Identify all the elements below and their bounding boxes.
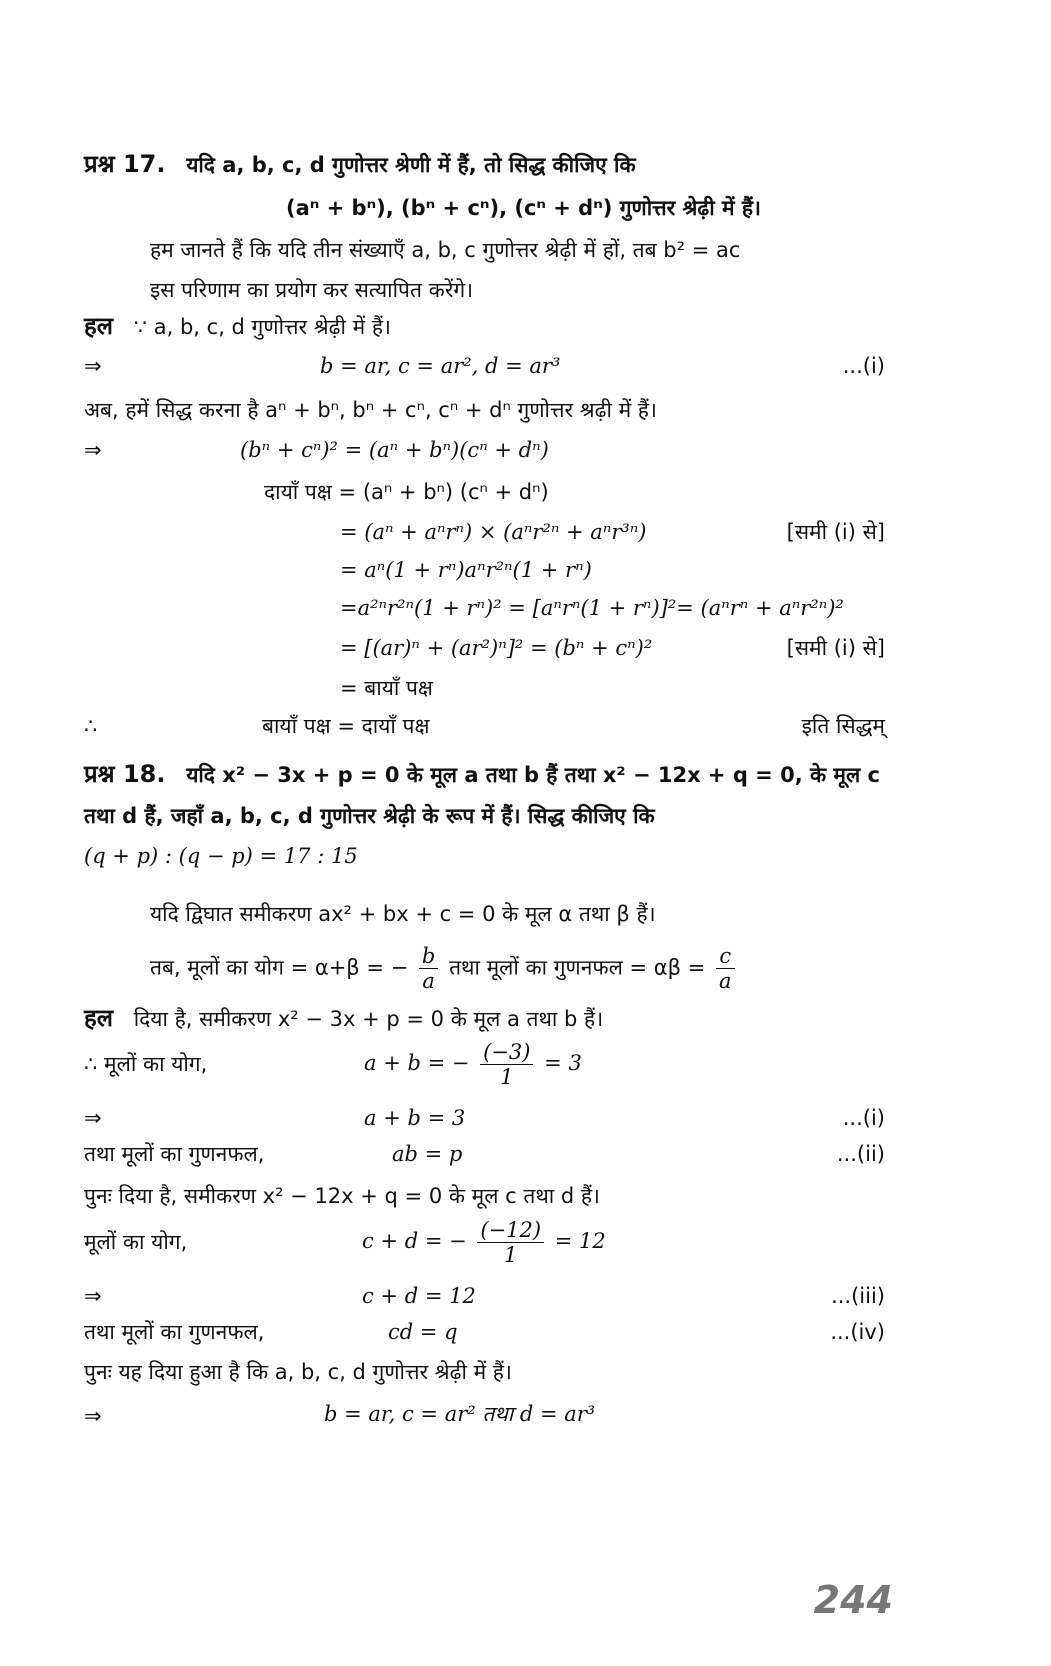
- q18-given-3: पुनः यह दिया हुआ है कि a, b, c, d गुणोत्तर श्रेढ़ी में हैं।: [84, 1360, 512, 1384]
- fraction-minus12-over-1: [477, 1218, 544, 1267]
- solution-label: हल: [84, 312, 114, 340]
- q18-product-label: तथा मूलों का गुणनफल,: [84, 1142, 265, 1166]
- q18-solution-start: [84, 1004, 603, 1033]
- q17-equation-1: b = ar, c = ar², d = ar³: [320, 354, 561, 378]
- equation-tag: ...(iv): [830, 1320, 885, 1344]
- sum2-result: = 12: [554, 1229, 606, 1253]
- fraction-denominator: a: [422, 969, 435, 993]
- question-18: [84, 760, 880, 789]
- question-18-label: प्रश्न 18.: [84, 760, 166, 788]
- implies-arrow: ⇒: [84, 1284, 102, 1308]
- q18-given-2: पुनः दिया है, समीकरण x² − 12x + q = 0 के मूल c तथा d हैं।: [84, 1184, 600, 1208]
- question-18-statement-2: तथा d हैं, जहाँ a, b, c, d गुणोत्तर श्रेढ़ी के रूप में हैं। सिद्ध कीजिए कि: [84, 804, 655, 828]
- fraction-denominator: a: [718, 969, 732, 993]
- fraction-denominator: 1: [500, 1065, 514, 1089]
- fraction-c-over-a: [716, 944, 735, 993]
- q17-equation-2: (bⁿ + cⁿ)² = (aⁿ + bⁿ)(cⁿ + dⁿ): [240, 438, 549, 462]
- q17-solution-start: [84, 312, 391, 341]
- implies-arrow: ⇒: [84, 438, 102, 462]
- q18-equation-ii: ab = p: [392, 1142, 463, 1166]
- sum2-lhs: c + d = −: [362, 1229, 467, 1253]
- q17-step-1: = (aⁿ + aⁿrⁿ) × (aⁿr²ⁿ + aⁿr³ⁿ): [340, 520, 647, 544]
- q17-step-3: =a²ⁿr²ⁿ(1 + rⁿ)² = [aⁿrⁿ(1 + rⁿ)]²= (aⁿrⁿ + aⁿr²ⁿ)²: [340, 596, 844, 620]
- q17-to-prove: अब, हमें सिद्ध करना है aⁿ + bⁿ, bⁿ + cⁿ, cⁿ + dⁿ गुणोत्तर श्रढ़ी में हैं।: [84, 398, 657, 422]
- sum-result: = 3: [544, 1051, 582, 1075]
- sum-lhs: a + b = −: [364, 1051, 470, 1075]
- fraction-numerator: c: [716, 944, 735, 969]
- equation-tag: ...(iii): [831, 1284, 885, 1308]
- implies-arrow: ⇒: [84, 354, 102, 378]
- q18-solution-line-1: दिया है, समीकरण x² − 3x + p = 0 के मूल a तथा b हैं।: [133, 1007, 604, 1031]
- fraction-numerator: (−12): [477, 1218, 544, 1243]
- question-17-statement-2: (aⁿ + bⁿ), (bⁿ + cⁿ), (cⁿ + dⁿ) गुणोत्तर श्रेढ़ी में हैं।: [286, 196, 761, 220]
- q18-hint-line-2: [150, 944, 739, 993]
- fraction-numerator: (−3): [480, 1040, 533, 1065]
- q18-equation-iii: c + d = 12: [362, 1284, 476, 1308]
- equation-reference: [समी (i) से]: [786, 520, 885, 544]
- q18-sum-equation: [364, 1040, 582, 1089]
- q18-sum2-label: मूलों का योग,: [84, 1230, 188, 1254]
- q17-step-2: = aⁿ(1 + rⁿ)aⁿr²ⁿ(1 + rⁿ): [340, 558, 592, 582]
- hint-sum-text: तब, मूलों का योग = α+β = −: [150, 955, 409, 980]
- q18-hint-line-1: यदि द्विघात समीकरण ax² + bx + c = 0 के मूल α तथा β हैं।: [150, 902, 656, 926]
- q17-step-4: = [(ar)ⁿ + (ar²)ⁿ]² = (bⁿ + cⁿ)²: [340, 636, 653, 660]
- fraction-numerator: b: [419, 944, 438, 969]
- equation-tag: ...(i): [842, 354, 885, 378]
- question-18-statement-1: यदि x² − 3x + p = 0 के मूल a तथा b हैं तथा x² − 12x + q = 0, के मूल c: [186, 763, 880, 787]
- q18-last-equation: b = ar, c = ar² तथा d = ar³: [324, 1402, 596, 1426]
- equation-tag: ...(ii): [836, 1142, 885, 1166]
- q17-hint-line-2: इस परिणाम का प्रयोग कर सत्यापित करेंगे।: [150, 278, 474, 302]
- question-17-statement: यदि a, b, c, d गुणोत्तर श्रेणी में हैं, तो सिद्ध कीजिए कि: [186, 153, 636, 177]
- solution-label: हल: [84, 1004, 114, 1032]
- implies-arrow: ⇒: [84, 1106, 102, 1130]
- q18-product2-label: तथा मूलों का गुणनफल,: [84, 1320, 265, 1344]
- hint-product-text: तथा मूलों का गुणनफल = αβ =: [449, 955, 706, 980]
- therefore-symbol: ∴: [84, 714, 98, 738]
- question-18-statement-3: (q + p) : (q − p) = 17 : 15: [84, 844, 358, 868]
- page-number: 244: [813, 1578, 893, 1622]
- q18-equation-iv: cd = q: [388, 1320, 458, 1344]
- q17-step-5: = बायाँ पक्ष: [340, 676, 433, 700]
- q17-conclusion: बायाँ पक्ष = दायाँ पक्ष: [262, 714, 430, 738]
- fraction-b-over-a: [419, 944, 438, 993]
- q17-hint-line-1: हम जानते हैं कि यदि तीन संख्याएँ a, b, c गुणोत्तर श्रेढ़ी में हों, तब b² = ac: [150, 238, 741, 262]
- fraction-denominator: 1: [504, 1243, 518, 1267]
- q18-sum2-equation: [362, 1218, 606, 1267]
- q17-rhs-line: दायाँ पक्ष = (aⁿ + bⁿ) (cⁿ + dⁿ): [264, 480, 549, 504]
- question-17-label: प्रश्न 17.: [84, 150, 166, 178]
- equation-reference: [समी (i) से]: [786, 636, 885, 660]
- equation-tag: ...(i): [842, 1106, 885, 1130]
- fraction-minus3-over-1: [480, 1040, 533, 1089]
- q17-solution-line-1: ∵ a, b, c, d गुणोत्तर श्रेढ़ी में हैं।: [133, 315, 391, 339]
- implies-arrow: ⇒: [84, 1404, 102, 1428]
- question-17: [84, 150, 636, 179]
- qed-text: इति सिद्धम्: [801, 714, 885, 738]
- q18-sum-label: ∴ मूलों का योग,: [84, 1052, 208, 1076]
- q18-equation-i: a + b = 3: [364, 1106, 466, 1130]
